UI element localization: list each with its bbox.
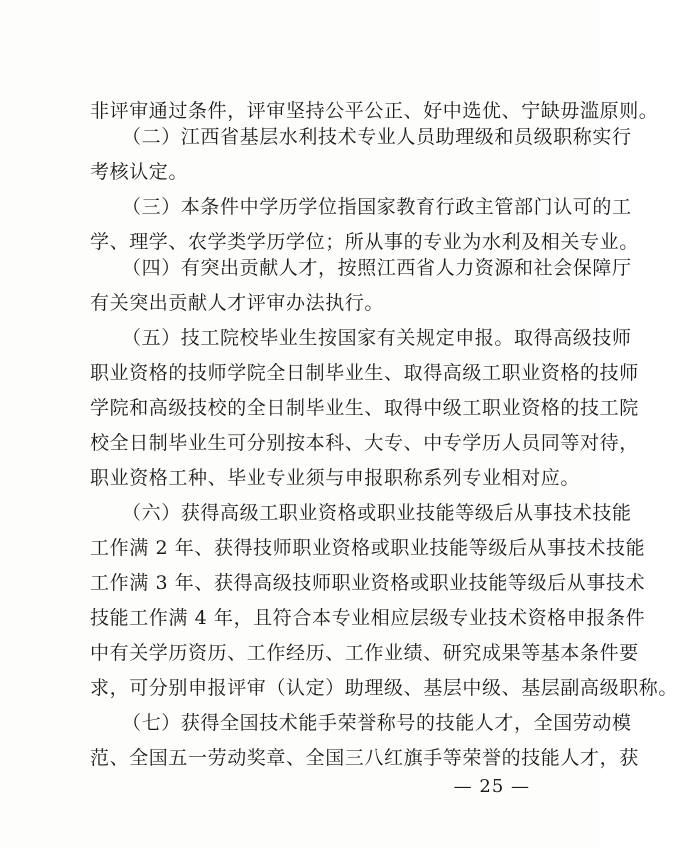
page-number: — 25 —	[453, 776, 530, 797]
paragraph-3-line: （三）本条件中学历学位指国家教育行政主管部门认可的工	[122, 196, 632, 218]
text-line: 求，可分别申报评审（认定）助理级、基层中级、基层副高级职称。	[90, 677, 678, 699]
text-line: 学、理学、农学类学历学位；所从事的专业为水利及相关专业。	[90, 231, 639, 253]
text-line: 学院和高级技校的全日制毕业生、取得中级工职业资格的技工院	[90, 397, 639, 419]
paragraph-4-line: （四）有突出贡献人才，按照江西省人力资源和社会保障厅	[122, 257, 632, 279]
text-line: 中有关学历资历、工作经历、工作业绩、研究成果等基本条件要	[90, 642, 639, 664]
text-line: 考核认定。	[90, 161, 189, 183]
text-line: 非评审通过条件，评审坚持公平公正、好中选优、宁缺毋滥原则。	[90, 100, 659, 122]
text-line: 校全日制毕业生可分别按本科、大专、中专学历人员同等对待，	[90, 432, 639, 454]
text-line: 工作满 3 年、获得高级技师职业资格或职业技能等级后从事技术	[90, 572, 646, 594]
text-line: 职业资格工种、毕业专业须与申报职称系列专业相对应。	[90, 467, 581, 489]
text-line: 技能工作满 4 年，且符合本专业相应层级专业技术资格申报条件	[90, 607, 646, 629]
text-line: 有关突出贡献人才评审办法执行。	[90, 292, 385, 314]
paragraph-7-line: （七）获得全国技术能手荣誉称号的技能人才，全国劳动模	[122, 712, 632, 734]
paragraph-6-line: （六）获得高级工职业资格或职业技能等级后从事技术技能	[122, 502, 632, 524]
text-line: 工作满 2 年、获得技师职业资格或职业技能等级后从事技术技能	[90, 537, 646, 559]
paragraph-5-line: （五）技工院校毕业生按国家有关规定申报。取得高级技师	[122, 327, 632, 349]
paragraph-2-line: （二）江西省基层水利技术专业人员助理级和员级职称实行	[122, 126, 632, 148]
text-line: 范、全国五一劳动奖章、全国三八红旗手等荣誉的技能人才，获	[90, 747, 639, 769]
text-line: 职业资格的技师学院全日制毕业生、取得高级工职业资格的技师	[90, 362, 639, 384]
